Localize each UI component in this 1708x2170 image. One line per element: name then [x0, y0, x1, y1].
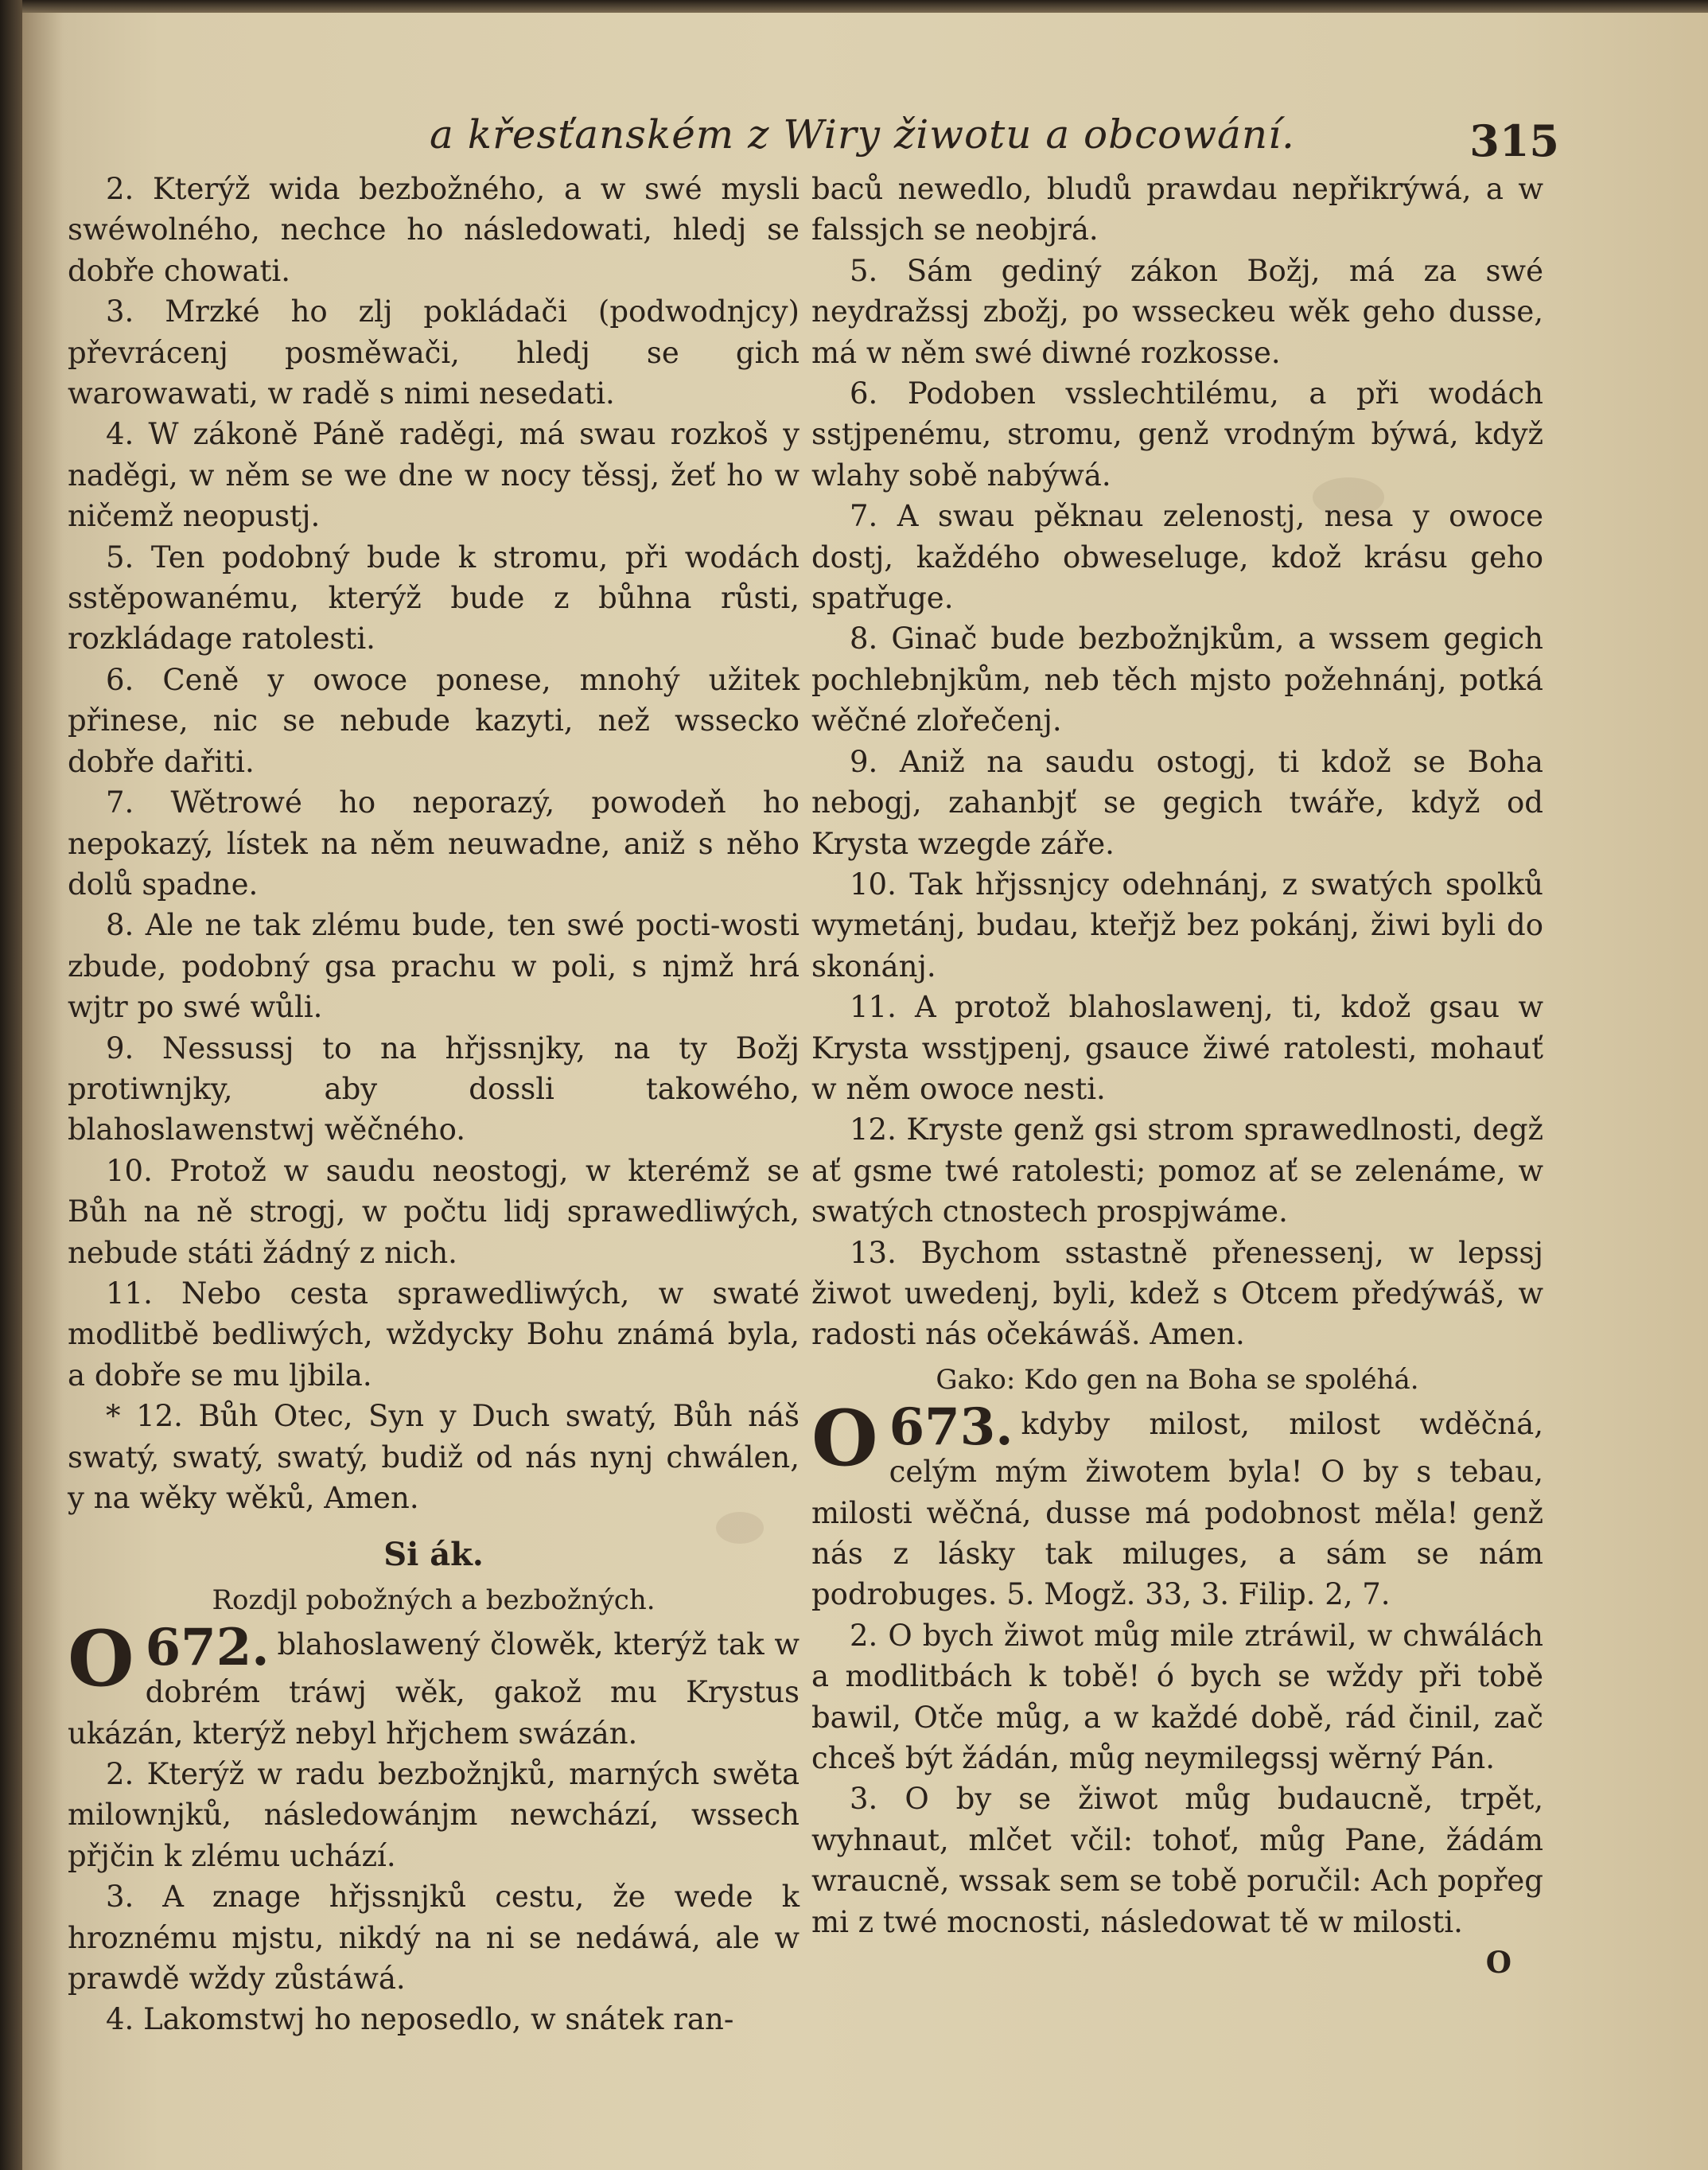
verse: 10. Tak hřjssnjcy odehnánj, z swatých spolků wymetánj, budau, kteřjž bez pokánj, žiwi byli do skonánj. [811, 867, 1543, 984]
verse: 11. A protož blahoslawenj, ti, kdož gsau w Krysta wsstjpenj, gsauce žiwé ratolesti, mohauť w něm owoce nesti. [811, 990, 1543, 1106]
verse: 10. Protož w saudu neostogj, w kterémž se Bůh na ně strogj, w počtu lidj sprawedliwých, nebude státi žádný z nich. [68, 1153, 800, 1270]
verse: 3. Mrzké ho zlj pokládači (podwodnjcy) převrácenj posměwači, hledj se gich warowawati, w radě s nimi nesedati. [68, 294, 800, 411]
verse: 6. Podoben vsslechtilému, a při wodách sstjpenému, stromu, genž vrodným býwá, když wlahy sobě nabýwá. [811, 376, 1543, 493]
book-gutter [0, 0, 22, 2170]
hymn-start [68, 1614, 800, 1754]
verse: 4. Lakomstwj ho neposedlo, w snátek ran- [106, 2002, 734, 2037]
hymn-first-verse: blahoslawený člowěk, kterýž tak w dobrém tráwj wěk, gakož mu Krystus ukázán, kterýž nebyl hřjchem swázán. [68, 1627, 800, 1751]
catchword: O [1485, 1945, 1512, 1981]
verse: 9. Aniž na saudu ostogj, ti kdož se Boha nebogj, zahanbjť se gegich twáře, když od Krysta wzegde záře. [811, 744, 1543, 861]
verse: 4. W zákoně Páně raděgi, má swau rozkoš y naděgi, w něm se we dne w nocy těssj, žeť ho w ničemž neopustj. [68, 417, 800, 534]
verse: 13. Bychom sstastně přenessenj, w lepssj žiwot uwedenj, byli, kdež s Otcem předýwáš, w radosti nás očekáwáš. Amen. [811, 1235, 1543, 1352]
right-column [811, 169, 1543, 1983]
verse: 5. Ten podobný bude k stromu, při wodách sstěpowanému, kterýž bude z bůhna růsti, rozkládage ratolesti. [68, 540, 800, 656]
hymn-tune-note: Rozdjl pobožných a bezbožných. [212, 1584, 656, 1616]
hymn-number: 672. [145, 1618, 270, 1678]
section-title: Si ák. [383, 1536, 484, 1574]
hymn-number: 673. [889, 1397, 1014, 1458]
verse: 2. Kterýž wida bezbožného, a w swé mysli swéwolného, nechce ho následowati, hledj se dobře chowati. [68, 172, 800, 288]
verse: 8. Ale ne tak zlému bude, ten swé pocti-wosti zbude, podobný gsa prachu w poli, s njmž hrá wjtr po swé wůli. [68, 908, 800, 1025]
hymn-tune-note: Gako: Kdo gen na Boha se spoléhá. [936, 1363, 1419, 1396]
drop-cap-initial: O [811, 1393, 878, 1484]
verse: 11. Nebo cesta sprawedliwých, w swaté modlitbě bedliwých, wždycky Bohu známá byla, a dobře se mu ljbila. [68, 1276, 800, 1393]
verse: 8. Ginač bude bezbožnjkům, a wssem gegich pochlebnjkům, neb těch mjsto požehnánj, potká wěčné zlořečenj. [811, 621, 1543, 738]
left-column [68, 169, 800, 2040]
drop-cap-initial: O [68, 1614, 134, 1704]
page-top-edge [0, 0, 1708, 13]
verse: 6. Ceně y owoce ponese, mnohý užitek přinese, nic se nebude kazyti, než wssecko dobře dařiti. [68, 662, 800, 779]
verse: 3. A znage hřjssnjků cestu, že wede k hroznému mjstu, nikdý na ni se nedáwá, ale w prawdě wždy zůstáwá. [68, 1880, 800, 1997]
verse: * 12. Bůh Otec, Syn y Duch swatý, Bůh náš swatý, swatý, swatý, budiž od nás nynj chwálen, y na wěky wěků, Amen. [68, 1399, 800, 1515]
verse: 7. A swau pěknau zelenostj, nesa y owoce dostj, každého obweseluge, kdož krásu geho spatřuge. [811, 499, 1543, 616]
verse: 12. Kryste genž gsi strom sprawedlnosti, degž ať gsme twé ratolesti; pomoz ať se zelenáme, w swatých ctnostech prospjwáme. [811, 1112, 1543, 1229]
verse-continuation: baců newedlo, bludů prawdau nepřikrýwá, a w falssjch se neobjrá. [811, 172, 1543, 247]
verse: 3. O by se žiwot můg budaucně, trpět, wyhnaut, mlčet včil: tohoť, můg Pane, žádám wraucně, wssak sem se tobě poručil: Ach popřeg mi z twé mocnosti, následowat tě w milosti. [811, 1782, 1543, 1939]
verse: 9. Nessussj to na hřjssnjky, na ty Božj protiwnjky, aby dossli takowého, blahoslawenstwj wěčného. [68, 1030, 800, 1147]
verse: 5. Sám gediný zákon Božj, má za swé neydražssj zbožj, po wsseckeu wěk geho dusse, má w něm swé diwné rozkosse. [811, 253, 1543, 370]
page-number: 315 [1469, 115, 1559, 166]
verse: 7. Wětrowé ho neporazý, powodeň ho nepokazý, lístek na něm neuwadne, aniž s něho dolů spadne. [68, 785, 800, 902]
hymn-first-verse: kdyby milost, milost wděčná, celým mým žiwotem byla! O by s tebau, milosti wěčná, dusse má podobnost měla! genž nás z lásky tak miluges, a sám se nám podrobuges. 5. Mogž. 33, 3. Filip. 2, 7. [811, 1407, 1543, 1612]
verse: 2. O bych žiwot můg mile ztráwil, w chwálách a modlitbách k tobě! ó bych se wždy při tobě bawil, Otče můg, a w každé době, rád činil, zač chceš být žádán, můg neymilegssj wěrný Pán. [811, 1618, 1543, 1776]
hymn-start [811, 1393, 1543, 1615]
running-header: a křesťanském z Wiry žiwotu a obcowání. [430, 111, 1295, 158]
verse: 2. Kterýž w radu bezbožnjků, marných swěta milownjků, následowánjm newchází, wssech přjčin k zlému uchází. [68, 1757, 800, 1873]
